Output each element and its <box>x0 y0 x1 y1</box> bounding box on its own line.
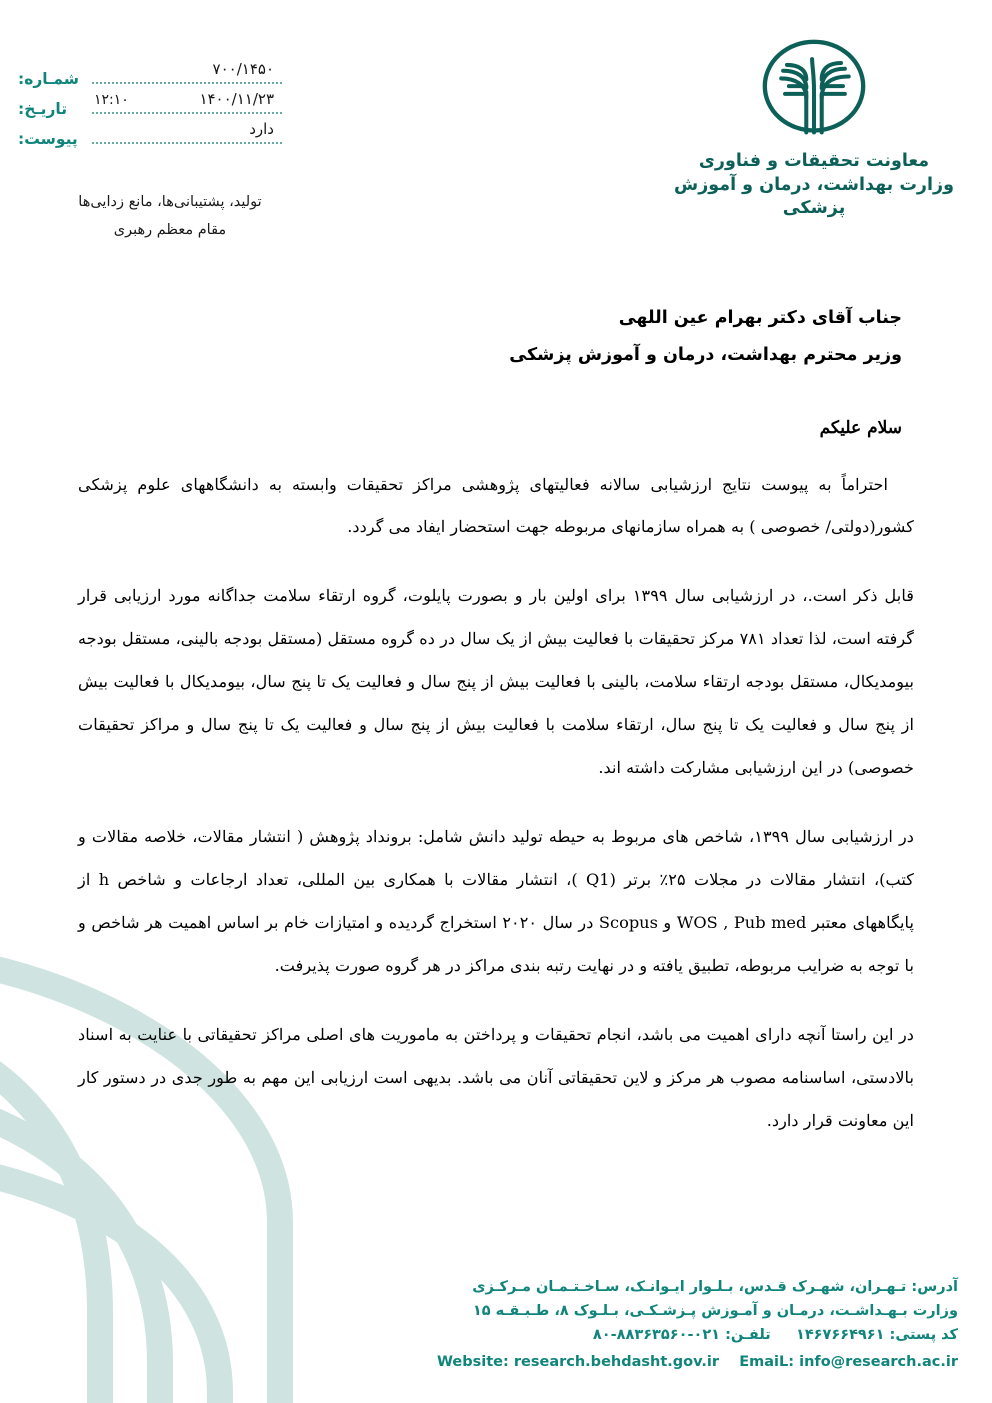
footer-email-label: EmaiL: <box>739 1353 795 1370</box>
meta-label-number: شمـاره: <box>18 70 80 88</box>
footer-postal-value: ۱۴۶۷۶۶۴۹۶۱ <box>795 1326 885 1343</box>
letterhead <box>0 0 992 250</box>
letter-body <box>78 300 914 1159</box>
meta-value-attachment: دارد <box>249 120 274 138</box>
footer-phone-label: تلفـن: <box>725 1326 771 1343</box>
addressee-name: جناب آقای دکتر بهرام عین اللهی <box>618 308 902 328</box>
footer-address-line2 <box>0 1300 958 1324</box>
tree-in-oval-logo-icon <box>755 36 873 144</box>
meta-label-date: تاریـخ: <box>18 100 68 118</box>
year-slogan-line1: تولید، پشتیبانی‌ها، مانع زدایی‌ها <box>78 194 262 210</box>
addressee-title: وزیر محترم بهداشت، درمان و آموزش پزشکی <box>509 344 902 365</box>
meta-row-number <box>18 60 286 90</box>
year-slogan-line2: مقام معظم رهبری <box>113 222 227 239</box>
meta-value-time: ۱۲:۱۰ <box>94 92 129 108</box>
footer-phone-value: ۰۲۱-۸۸۳۶۳۵۶۰-۸۰ <box>592 1326 721 1343</box>
footer-address-label: آدرس: <box>911 1278 958 1295</box>
letter-meta-block <box>18 60 286 150</box>
body-paragraph-1: احتراماً به پیوست نتایج ارزشیابی سالانه فعالیتهای پژوهشی مراکز تحقیقات وابسته به دانشگاههای علوم پزشکی کشور(دولتی/ خصوصی ) به همراه سازمانهای مربوطه جهت استحضار ایفاد می گردد. <box>78 474 914 537</box>
meta-row-date <box>18 90 286 120</box>
meta-dotted-line <box>92 60 282 84</box>
footer-address-text1: تـهـران، شهـرک قـدس، بـلـوار ایـوانـک، سـاخـتـمـان مـرکـزی <box>472 1278 907 1295</box>
meta-label-attachment: پیوست: <box>18 130 78 148</box>
greeting-line: سلام علیکم <box>819 417 902 438</box>
footer-address-text2: وزارت بـهـداشـت، درمـان و آمـوزش پـزشـکـی، بـلـوک ۸، طـبـقـه ۱۵ <box>472 1302 958 1319</box>
addressee-block <box>78 300 902 374</box>
organization-logo-block <box>664 36 964 221</box>
footer-postal-label: کد پستی: <box>889 1326 958 1343</box>
letter-footer <box>0 1276 958 1375</box>
organization-name-line2: وزارت بهداشت، درمان و آموزش پزشکی <box>674 174 954 219</box>
meta-dotted-line <box>92 120 282 144</box>
footer-contact-line <box>0 1324 958 1348</box>
footer-address-line1 <box>0 1276 958 1300</box>
body-paragraph-2: قابل ذکر است.، در ارزشیابی سال ۱۳۹۹ برای اولین بار و بصورت پایلوت، گروه ارتقاء سلامت جداگانه مورد ارزیابی قرار گرفته است، لذا تعداد ۷۸۱ مرکز تحقیقات با فعالیت بیش از یک سال در ده گروه مستقل (مستقل بودجه بالینی، مستقل بودجه بیومدیکال، مستقل بودجه ارتقاء سلامت، بالینی با فعالیت بیش از پنج سال و فعالیت یک تا پنج سال، بیومدیکال با فعالیت بیش از پنج سال و فعالیت یک تا پنج سال، ارتقاء سلامت با فعالیت بیش از پنج سال و فعالیت یک تا پنج سال و مراکز تحقیقات خصوصی) در این ارزشیابی مشارکت داشته اند. <box>78 586 914 778</box>
body-paragraph-3: در ارزشیابی سال ۱۳۹۹، شاخص های مربوط به حیطه تولید دانش شامل: برونداد پژوهش ( انتشار مقالات، خلاصه مقالات و کتب)، انتشار مقالات در مجلات ۲۵٪ برتر (Q1 )، انتشار مقالات با همکاری بین المللی، تعداد ارجاعات و شاخص h از پایگاههای معتبر WOS , Pub med و Scopus در سال ۲۰۲۰ استخراج گردیده و امتیازات خام بر اساس اهمیت هر شاخص و با توجه به ضرایب مربوطه، تطبیق یافته و در نهایت رتبه بندی مراکز در هر گروه صورت پذیرفت. <box>78 827 914 975</box>
meta-value-date: ۱۴۰۰/۱۱/۲۳ <box>199 90 274 108</box>
meta-row-attachment <box>18 120 286 150</box>
meta-value-number: ۷۰۰/۱۴۵۰ <box>212 60 274 78</box>
footer-web-line <box>0 1350 958 1375</box>
meta-dotted-line <box>92 90 282 114</box>
year-slogan <box>40 188 300 245</box>
footer-email-address[interactable]: info@research.ac.ir <box>799 1353 958 1370</box>
organization-name <box>664 150 964 221</box>
footer-website-label: Website: <box>436 1353 509 1370</box>
body-paragraph-4: در این راستا آنچه دارای اهمیت می باشد، انجام تحقیقات و پرداختن به ماموریت های اصلی مراکز تحقیقاتی با عنایت به اسناد بالادستی، اساسنامه مصوب هر مرکز و لاین تحقیقاتی آنان می باشد. بدیهی است ارزیابی این مهم به طور جدی در دستور کار این معاونت قرار دارد. <box>78 1024 914 1130</box>
organization-name-line1: معاونت تحقیقات و فناوری <box>698 151 930 171</box>
footer-website-url[interactable]: research.behdasht.gov.ir <box>513 1353 720 1370</box>
